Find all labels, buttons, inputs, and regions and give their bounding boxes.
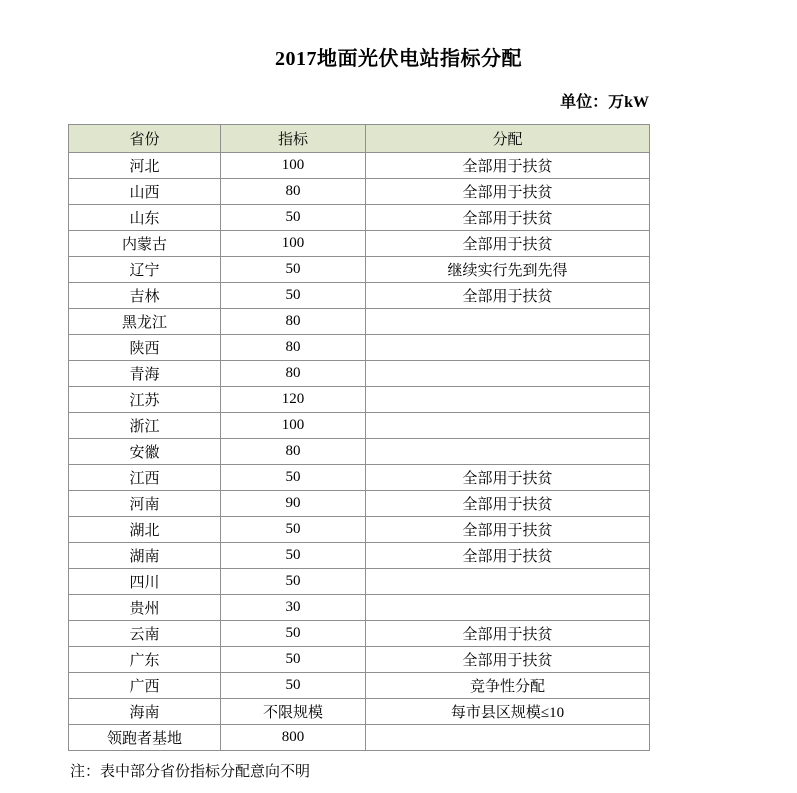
cell-province: 江西 xyxy=(69,465,221,491)
cell-province: 青海 xyxy=(69,361,221,387)
cell-province: 安徽 xyxy=(69,439,221,465)
table-row xyxy=(69,543,650,569)
cell-allocation: 全部用于扶贫 xyxy=(366,153,650,179)
cell-index: 100 xyxy=(221,231,366,257)
table-row xyxy=(69,595,650,621)
table-row xyxy=(69,179,650,205)
cell-allocation xyxy=(366,725,650,751)
cell-province: 河南 xyxy=(69,491,221,517)
page-title: 2017地面光伏电站指标分配 xyxy=(275,48,522,70)
cell-province: 四川 xyxy=(69,569,221,595)
cell-province: 山西 xyxy=(69,179,221,205)
cell-index: 50 xyxy=(221,465,366,491)
cell-province: 浙江 xyxy=(69,413,221,439)
table-header-row xyxy=(69,125,650,153)
cell-index: 50 xyxy=(221,673,366,699)
cell-allocation xyxy=(366,439,650,465)
cell-province: 广东 xyxy=(69,647,221,673)
table-row xyxy=(69,153,650,179)
cell-province: 辽宁 xyxy=(69,257,221,283)
cell-index: 100 xyxy=(221,413,366,439)
cell-allocation: 全部用于扶贫 xyxy=(366,517,650,543)
cell-index: 100 xyxy=(221,153,366,179)
cell-index: 不限规模 xyxy=(221,699,366,725)
table-row xyxy=(69,361,650,387)
cell-province: 云南 xyxy=(69,621,221,647)
cell-allocation xyxy=(366,387,650,413)
table-row xyxy=(69,673,650,699)
cell-index: 30 xyxy=(221,595,366,621)
table-row xyxy=(69,205,650,231)
cell-allocation: 全部用于扶贫 xyxy=(366,205,650,231)
cell-index: 50 xyxy=(221,621,366,647)
table-row xyxy=(69,439,650,465)
cell-index: 800 xyxy=(221,725,366,751)
cell-index: 50 xyxy=(221,283,366,309)
cell-province: 陕西 xyxy=(69,335,221,361)
cell-allocation xyxy=(366,335,650,361)
table-row xyxy=(69,335,650,361)
cell-province: 领跑者基地 xyxy=(69,725,221,751)
table-row xyxy=(69,309,650,335)
cell-allocation xyxy=(366,361,650,387)
cell-index: 80 xyxy=(221,335,366,361)
table-header xyxy=(69,125,650,153)
cell-allocation: 每市县区规模≤10 xyxy=(366,699,650,725)
table-row xyxy=(69,491,650,517)
column-header-province: 省份 xyxy=(69,125,221,153)
cell-index: 80 xyxy=(221,361,366,387)
cell-allocation: 竞争性分配 xyxy=(366,673,650,699)
cell-index: 80 xyxy=(221,439,366,465)
cell-allocation: 全部用于扶贫 xyxy=(366,621,650,647)
table-row xyxy=(69,621,650,647)
cell-allocation xyxy=(366,569,650,595)
table-row xyxy=(69,257,650,283)
table-note: 注：表中部分省份指标分配意向不明 xyxy=(70,764,311,780)
unit-label: 单位：万kW xyxy=(560,94,649,111)
table-body xyxy=(69,153,650,751)
table-row xyxy=(69,569,650,595)
cell-province: 山东 xyxy=(69,205,221,231)
cell-index: 120 xyxy=(221,387,366,413)
cell-allocation: 全部用于扶贫 xyxy=(366,491,650,517)
cell-province: 广西 xyxy=(69,673,221,699)
cell-index: 80 xyxy=(221,179,366,205)
cell-allocation: 继续实行先到先得 xyxy=(366,257,650,283)
cell-index: 90 xyxy=(221,491,366,517)
cell-allocation: 全部用于扶贫 xyxy=(366,647,650,673)
cell-province: 海南 xyxy=(69,699,221,725)
cell-allocation xyxy=(366,413,650,439)
cell-allocation: 全部用于扶贫 xyxy=(366,543,650,569)
allocation-table xyxy=(68,124,650,751)
cell-province: 河北 xyxy=(69,153,221,179)
cell-index: 50 xyxy=(221,257,366,283)
cell-allocation: 全部用于扶贫 xyxy=(366,231,650,257)
cell-province: 吉林 xyxy=(69,283,221,309)
cell-index: 50 xyxy=(221,569,366,595)
column-header-index: 指标 xyxy=(221,125,366,153)
cell-index: 50 xyxy=(221,543,366,569)
cell-province: 湖南 xyxy=(69,543,221,569)
table-row xyxy=(69,465,650,491)
table-row xyxy=(69,725,650,751)
table-row xyxy=(69,231,650,257)
document-page xyxy=(0,42,797,793)
cell-province: 贵州 xyxy=(69,595,221,621)
cell-index: 80 xyxy=(221,309,366,335)
table-row xyxy=(69,517,650,543)
table-row xyxy=(69,647,650,673)
cell-province: 湖北 xyxy=(69,517,221,543)
cell-index: 50 xyxy=(221,205,366,231)
table-row xyxy=(69,699,650,725)
cell-province: 内蒙古 xyxy=(69,231,221,257)
column-header-allocation: 分配 xyxy=(366,125,650,153)
cell-index: 50 xyxy=(221,647,366,673)
cell-allocation: 全部用于扶贫 xyxy=(366,283,650,309)
cell-allocation xyxy=(366,309,650,335)
table-container xyxy=(0,124,797,751)
cell-allocation: 全部用于扶贫 xyxy=(366,465,650,491)
table-row xyxy=(69,283,650,309)
cell-allocation: 全部用于扶贫 xyxy=(366,179,650,205)
cell-allocation xyxy=(366,595,650,621)
table-row xyxy=(69,413,650,439)
cell-index: 50 xyxy=(221,517,366,543)
cell-province: 江苏 xyxy=(69,387,221,413)
cell-province: 黑龙江 xyxy=(69,309,221,335)
table-row xyxy=(69,387,650,413)
